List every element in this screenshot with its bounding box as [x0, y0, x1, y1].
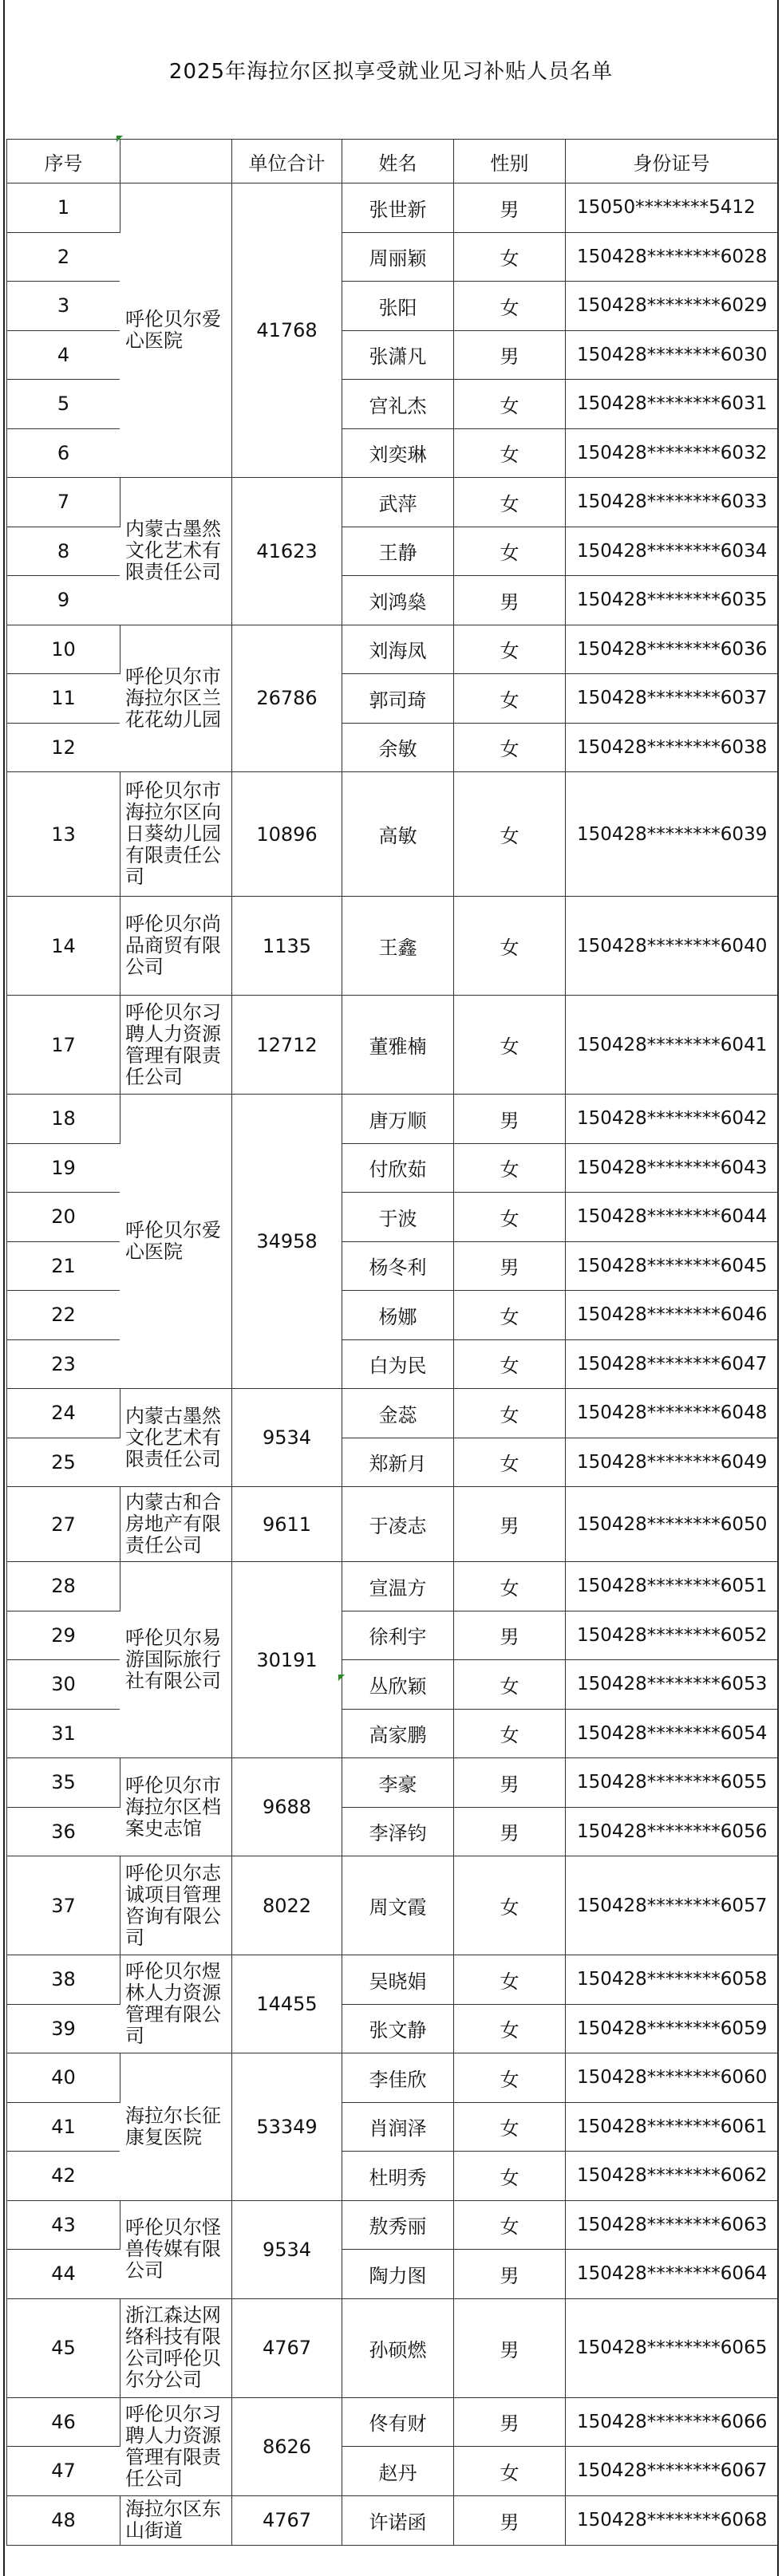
sex-cell: 男 — [454, 576, 566, 625]
seq-cell: 37 — [7, 1856, 120, 1955]
total-cell: 41768 — [232, 183, 342, 478]
unit-cell: 呼伦贝尔易游国际旅行社有限公司 — [120, 1562, 232, 1758]
sex-cell: 女 — [454, 2004, 566, 2053]
unit-cell: 呼伦贝尔习聘人力资源管理有限责任公司 — [120, 996, 232, 1095]
name-cell: 陶力图 — [342, 2250, 454, 2299]
id-number-cell: 150428********6061 — [566, 2102, 778, 2152]
sex-cell: 女 — [454, 2102, 566, 2152]
seq-cell: 44 — [7, 2250, 120, 2299]
seq-cell: 9 — [7, 576, 120, 625]
sex-cell: 女 — [454, 2200, 566, 2250]
name-cell: 周丽颖 — [342, 232, 454, 282]
seq-cell: 4 — [7, 330, 120, 380]
name-cell: 杨冬利 — [342, 1241, 454, 1291]
id-number-cell: 150428********6068 — [566, 2495, 778, 2545]
sex-cell: 男 — [454, 1241, 566, 1291]
table-row — [7, 1389, 778, 1438]
total-cell: 30191 — [232, 1562, 342, 1758]
name-cell: 王静 — [342, 527, 454, 576]
id-number-cell: 150428********6053 — [566, 1660, 778, 1710]
id-number-cell: 150428********6066 — [566, 2397, 778, 2447]
name-cell: 张世新 — [342, 183, 454, 233]
id-number-cell: 150428********6064 — [566, 2250, 778, 2299]
seq-cell: 27 — [7, 1487, 120, 1562]
name-cell: 周文霞 — [342, 1856, 454, 1955]
name-cell: 李佳欣 — [342, 2053, 454, 2103]
id-number-cell: 150428********6040 — [566, 897, 778, 996]
id-number-cell: 150428********6044 — [566, 1193, 778, 1242]
name-cell: 金蕊 — [342, 1389, 454, 1438]
name-cell: 郭司琦 — [342, 674, 454, 724]
id-number-cell: 150428********6028 — [566, 232, 778, 282]
seq-cell: 24 — [7, 1389, 120, 1438]
id-number-cell: 150428********6034 — [566, 527, 778, 576]
id-number-cell: 150428********6043 — [566, 1143, 778, 1193]
name-cell: 肖润泽 — [342, 2102, 454, 2152]
sex-cell: 男 — [454, 2397, 566, 2447]
id-number-cell: 150428********6042 — [566, 1095, 778, 1144]
seq-cell: 3 — [7, 282, 120, 331]
name-cell: 王鑫 — [342, 897, 454, 996]
sex-cell: 女 — [454, 2053, 566, 2103]
id-number-cell: 150428********6039 — [566, 772, 778, 897]
table-row — [7, 1955, 778, 2005]
name-cell: 余敏 — [342, 723, 454, 772]
sex-cell: 女 — [454, 527, 566, 576]
id-number-cell: 150428********6050 — [566, 1487, 778, 1562]
unit-cell: 呼伦贝尔习聘人力资源管理有限责任公司 — [120, 2397, 232, 2495]
seq-cell: 46 — [7, 2397, 120, 2447]
name-cell: 杨娜 — [342, 1291, 454, 1340]
id-number-cell: 150428********6036 — [566, 625, 778, 674]
id-number-cell: 150428********6065 — [566, 2298, 778, 2397]
seq-cell: 18 — [7, 1095, 120, 1144]
total-cell: 1135 — [232, 897, 342, 996]
name-cell: 刘奕琳 — [342, 428, 454, 478]
total-cell: 9688 — [232, 1758, 342, 1856]
total-cell: 4767 — [232, 2298, 342, 2397]
unit-cell: 呼伦贝尔爱心医院 — [120, 183, 232, 478]
name-cell: 刘鸿燊 — [342, 576, 454, 625]
seq-cell: 31 — [7, 1709, 120, 1758]
seq-cell: 20 — [7, 1193, 120, 1242]
total-cell: 9611 — [232, 1487, 342, 1562]
sex-cell: 女 — [454, 1389, 566, 1438]
seq-cell: 10 — [7, 625, 120, 674]
name-cell: 武萍 — [342, 478, 454, 527]
total-cell: 8626 — [232, 2397, 342, 2495]
unit-cell: 内蒙古墨然文化艺术有限责任公司 — [120, 478, 232, 625]
name-cell: 宫礼杰 — [342, 380, 454, 429]
unit-cell: 呼伦贝尔市海拉尔区档案史志馆 — [120, 1758, 232, 1856]
id-number-cell: 150428********6049 — [566, 1438, 778, 1487]
name-cell: 敖秀丽 — [342, 2200, 454, 2250]
table-body — [7, 183, 778, 2546]
sex-cell: 女 — [454, 1339, 566, 1389]
name-cell: 宣温方 — [342, 1562, 454, 1611]
total-cell: 34958 — [232, 1095, 342, 1389]
total-cell: 10896 — [232, 772, 342, 897]
seq-cell: 23 — [7, 1339, 120, 1389]
sex-cell: 女 — [454, 772, 566, 897]
unit-cell: 呼伦贝尔煜林人力资源管理有限公司 — [120, 1955, 232, 2053]
seq-cell: 30 — [7, 1660, 120, 1710]
table-row — [7, 183, 778, 233]
id-number-cell: 150428********6056 — [566, 1807, 778, 1856]
sex-cell: 女 — [454, 897, 566, 996]
table-row — [7, 1562, 778, 1611]
seq-cell: 19 — [7, 1143, 120, 1193]
id-number-cell: 150428********6031 — [566, 380, 778, 429]
total-cell: 53349 — [232, 2053, 342, 2201]
sex-cell: 女 — [454, 1143, 566, 1193]
total-cell: 9534 — [232, 1389, 342, 1487]
unit-cell: 内蒙古墨然文化艺术有限责任公司 — [120, 1389, 232, 1487]
seq-cell: 47 — [7, 2447, 120, 2496]
total-cell: 4767 — [232, 2495, 342, 2545]
id-number-cell: 150428********6038 — [566, 723, 778, 772]
unit-cell: 呼伦贝尔市海拉尔区向日葵幼儿园有限责任公司 — [120, 772, 232, 897]
table-row — [7, 1856, 778, 1955]
unit-cell: 浙江森达网络科技有限公司呼伦贝尔分公司 — [120, 2298, 232, 2397]
name-cell: 张阳 — [342, 282, 454, 331]
id-number-cell: 15050********5412 — [566, 183, 778, 233]
seq-cell: 38 — [7, 1955, 120, 2005]
table-row — [7, 2200, 778, 2250]
spreadsheet-sheet — [3, 0, 779, 2576]
sex-cell: 女 — [454, 1660, 566, 1710]
unit-cell: 海拉尔长征康复医院 — [120, 2053, 232, 2201]
seq-cell: 22 — [7, 1291, 120, 1340]
header-unit — [120, 140, 232, 183]
sex-cell: 男 — [454, 183, 566, 233]
seq-cell: 29 — [7, 1611, 120, 1660]
table-row — [7, 1487, 778, 1562]
unit-cell: 呼伦贝尔尚品商贸有限公司 — [120, 897, 232, 996]
sex-cell: 女 — [454, 428, 566, 478]
header-name: 姓名 — [342, 140, 454, 183]
header-total: 单位合计 — [232, 140, 342, 183]
name-cell: 杜明秀 — [342, 2152, 454, 2201]
id-number-cell: 150428********6062 — [566, 2152, 778, 2201]
seq-cell: 28 — [7, 1562, 120, 1611]
id-number-cell: 150428********6052 — [566, 1611, 778, 1660]
seq-cell: 14 — [7, 897, 120, 996]
name-cell: 刘海凤 — [342, 625, 454, 674]
table-row — [7, 996, 778, 1095]
total-cell: 26786 — [232, 625, 342, 772]
table-row — [7, 1758, 778, 1808]
seq-cell: 2 — [7, 232, 120, 282]
name-cell: 张文静 — [342, 2004, 454, 2053]
id-number-cell: 150428********6060 — [566, 2053, 778, 2103]
seq-cell: 40 — [7, 2053, 120, 2103]
header-row — [7, 140, 778, 183]
sex-cell: 女 — [454, 282, 566, 331]
sex-cell: 女 — [454, 232, 566, 282]
header-sex: 性别 — [454, 140, 566, 183]
sex-cell: 女 — [454, 2152, 566, 2201]
name-cell: 许诺函 — [342, 2495, 454, 2545]
seq-cell: 1 — [7, 183, 120, 233]
sex-cell: 男 — [454, 2298, 566, 2397]
table-row — [7, 2298, 778, 2397]
seq-cell: 5 — [7, 380, 120, 429]
id-number-cell: 150428********6029 — [566, 282, 778, 331]
header-id: 身份证号 — [566, 140, 778, 183]
seq-cell: 21 — [7, 1241, 120, 1291]
id-number-cell: 150428********6048 — [566, 1389, 778, 1438]
name-cell: 于波 — [342, 1193, 454, 1242]
unit-cell: 呼伦贝尔怪兽传媒有限公司 — [120, 2200, 232, 2298]
total-cell: 12712 — [232, 996, 342, 1095]
sex-cell: 女 — [454, 380, 566, 429]
seq-cell: 35 — [7, 1758, 120, 1808]
name-cell: 徐利宇 — [342, 1611, 454, 1660]
name-cell: 郑新月 — [342, 1438, 454, 1487]
sex-cell: 男 — [454, 330, 566, 380]
id-number-cell: 150428********6047 — [566, 1339, 778, 1389]
id-number-cell: 150428********6032 — [566, 428, 778, 478]
seq-cell: 25 — [7, 1438, 120, 1487]
sex-cell: 女 — [454, 1856, 566, 1955]
table-row — [7, 772, 778, 897]
name-cell: 丛欣颖 — [342, 1660, 454, 1710]
table-row — [7, 2495, 778, 2545]
header-seq: 序号 — [7, 140, 120, 183]
id-number-cell: 150428********6045 — [566, 1241, 778, 1291]
sex-cell: 女 — [454, 996, 566, 1095]
sex-cell: 女 — [454, 1562, 566, 1611]
sex-cell: 男 — [454, 1807, 566, 1856]
seq-cell: 43 — [7, 2200, 120, 2250]
seq-cell: 12 — [7, 723, 120, 772]
sex-cell: 男 — [454, 2250, 566, 2299]
seq-cell: 6 — [7, 428, 120, 478]
name-cell: 唐万顺 — [342, 1095, 454, 1144]
total-cell: 8022 — [232, 1856, 342, 1955]
name-cell: 高敏 — [342, 772, 454, 897]
sex-cell: 女 — [454, 478, 566, 527]
id-number-cell: 150428********6035 — [566, 576, 778, 625]
seq-cell: 11 — [7, 674, 120, 724]
id-number-cell: 150428********6051 — [566, 1562, 778, 1611]
name-cell: 高家鹏 — [342, 1709, 454, 1758]
seq-cell: 7 — [7, 478, 120, 527]
id-number-cell: 150428********6058 — [566, 1955, 778, 2005]
id-number-cell: 150428********6041 — [566, 996, 778, 1095]
sex-cell: 男 — [454, 1095, 566, 1144]
seq-cell: 45 — [7, 2298, 120, 2397]
unit-cell: 呼伦贝尔志诚项目管理咨询有限公司 — [120, 1856, 232, 1955]
table-row — [7, 897, 778, 996]
id-number-cell: 150428********6054 — [566, 1709, 778, 1758]
seq-cell: 17 — [7, 996, 120, 1095]
total-cell: 9534 — [232, 2200, 342, 2298]
name-cell: 佟有财 — [342, 2397, 454, 2447]
sex-cell: 女 — [454, 723, 566, 772]
id-number-cell: 150428********6059 — [566, 2004, 778, 2053]
sex-cell: 女 — [454, 1193, 566, 1242]
seq-cell: 48 — [7, 2495, 120, 2545]
total-cell: 14455 — [232, 1955, 342, 2053]
roster-table — [6, 139, 778, 2546]
unit-cell: 海拉尔区东山街道 — [120, 2495, 232, 2545]
id-number-cell: 150428********6046 — [566, 1291, 778, 1340]
seq-cell: 42 — [7, 2152, 120, 2201]
table-row — [7, 2053, 778, 2103]
page-title: 2025年海拉尔区拟享受就业见习补贴人员名单 — [168, 59, 614, 84]
seq-cell: 39 — [7, 2004, 120, 2053]
sex-cell: 男 — [454, 2495, 566, 2545]
sex-cell: 男 — [454, 1611, 566, 1660]
table-row — [7, 478, 778, 527]
sex-cell: 女 — [454, 1291, 566, 1340]
name-cell: 张潇凡 — [342, 330, 454, 380]
cell-marker — [117, 136, 123, 142]
id-number-cell: 150428********6030 — [566, 330, 778, 380]
sex-cell: 女 — [454, 2447, 566, 2496]
unit-cell: 内蒙古和合房地产有限责任公司 — [120, 1487, 232, 1562]
name-cell: 吴晓娟 — [342, 1955, 454, 2005]
name-cell: 李泽钧 — [342, 1807, 454, 1856]
name-cell: 赵丹 — [342, 2447, 454, 2496]
name-cell: 孙硕燃 — [342, 2298, 454, 2397]
id-number-cell: 150428********6057 — [566, 1856, 778, 1955]
seq-cell: 41 — [7, 2102, 120, 2152]
name-cell: 李豪 — [342, 1758, 454, 1808]
sex-cell: 女 — [454, 1709, 566, 1758]
table-row — [7, 625, 778, 674]
id-number-cell: 150428********6063 — [566, 2200, 778, 2250]
name-cell: 于凌志 — [342, 1487, 454, 1562]
name-cell: 董雅楠 — [342, 996, 454, 1095]
id-number-cell: 150428********6037 — [566, 674, 778, 724]
sex-cell: 女 — [454, 625, 566, 674]
id-number-cell: 150428********6067 — [566, 2447, 778, 2496]
seq-cell: 36 — [7, 1807, 120, 1856]
table-row — [7, 2397, 778, 2447]
table-row — [7, 1095, 778, 1144]
unit-cell: 呼伦贝尔爱心医院 — [120, 1095, 232, 1389]
sex-cell: 女 — [454, 1438, 566, 1487]
name-cell: 付欣茹 — [342, 1143, 454, 1193]
unit-cell: 呼伦贝尔市海拉尔区兰花花幼儿园 — [120, 625, 232, 772]
total-cell: 41623 — [232, 478, 342, 625]
id-number-cell: 150428********6055 — [566, 1758, 778, 1808]
sex-cell: 男 — [454, 1758, 566, 1808]
seq-cell: 8 — [7, 527, 120, 576]
name-cell: 白为民 — [342, 1339, 454, 1389]
seq-cell: 13 — [7, 772, 120, 897]
cell-marker — [338, 1675, 345, 1681]
sex-cell: 女 — [454, 1955, 566, 2005]
id-number-cell: 150428********6033 — [566, 478, 778, 527]
sex-cell: 男 — [454, 1487, 566, 1562]
sex-cell: 女 — [454, 674, 566, 724]
